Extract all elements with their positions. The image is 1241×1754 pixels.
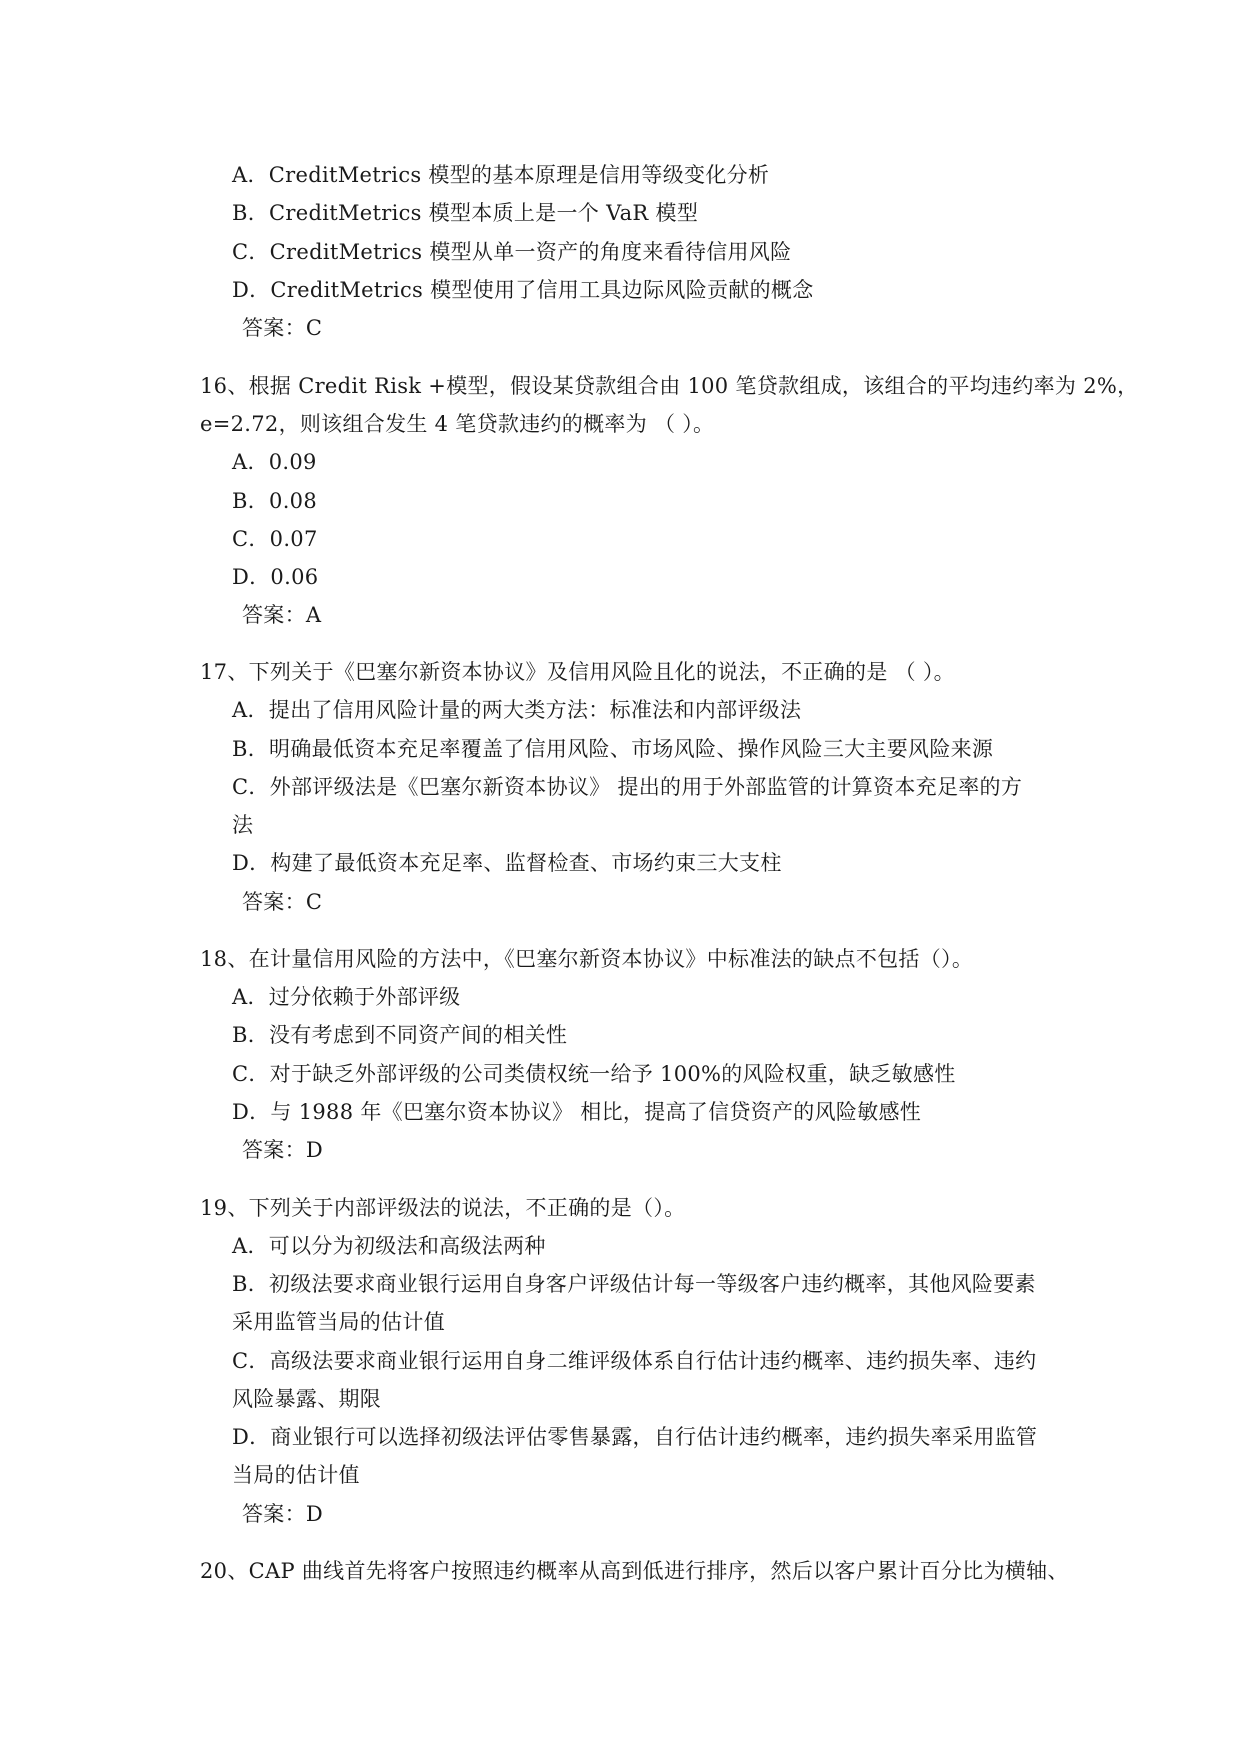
answer-line: 答案：C (242, 316, 323, 340)
question-stem: 20、CAP 曲线首先将客户按照违约概率从高到低进行排序，然后以客户累计百分比为横轴、 (200, 1559, 1069, 1583)
option-line: D．CreditMetrics 模型使用了信用工具边际风险贡献的概念 (232, 278, 814, 302)
option-line: B．初级法要求商业银行运用自身客户评级估计每一等级客户违约概率，其他风险要素 (232, 1272, 1036, 1296)
option-line: C．CreditMetrics 模型从单一资产的角度来看待信用风险 (232, 240, 792, 264)
option-line: C．0.07 (232, 527, 318, 551)
option-line: A．0.09 (232, 450, 317, 474)
option-line: A．提出了信用风险计量的两大类方法：标准法和内部评级法 (232, 698, 802, 722)
option-line: D．与 1988 年《巴塞尔资本协议》 相比，提高了信贷资产的风险敏感性 (232, 1100, 922, 1124)
answer-line: 答案：D (242, 1138, 324, 1162)
question-stem: 18、在计量信用风险的方法中，《巴塞尔新资本协议》中标准法的缺点不包括（）。 (200, 947, 974, 971)
option-line: C．对于缺乏外部评级的公司类债权统一给予 100%的风险权重，缺乏敏感性 (232, 1062, 956, 1086)
option-line: A．CreditMetrics 模型的基本原理是信用等级变化分析 (232, 163, 770, 187)
question-stem: 19、下列关于内部评级法的说法，不正确的是（）。 (200, 1196, 686, 1220)
option-line: A．过分依赖于外部评级 (232, 985, 461, 1009)
option-line: D．0.06 (232, 565, 319, 589)
option-continuation: 采用监管当局的估计值 (232, 1310, 445, 1334)
question-stem: 16、根据 Credit Risk +模型，假设某贷款组合由 100 笔贷款组成，该组合的平均违约率为 2%， (200, 374, 1139, 398)
option-line: C．外部评级法是《巴塞尔新资本协议》 提出的用于外部监管的计算资本充足率的方 (232, 775, 1023, 799)
option-line: D．构建了最低资本充足率、监督检查、市场约束三大支柱 (232, 851, 782, 875)
option-continuation: 当局的估计值 (232, 1463, 360, 1487)
option-line: B．0.08 (232, 489, 317, 513)
question-stem: e=2.72，则该组合发生 4 笔贷款违约的概率为 （ ）。 (200, 412, 715, 436)
option-line: A．可以分为初级法和高级法两种 (232, 1234, 546, 1258)
answer-line: 答案：A (242, 603, 322, 627)
option-line: C．高级法要求商业银行运用自身二维评级体系自行估计违约概率、违约损失率、违约 (232, 1349, 1037, 1373)
option-continuation: 风险暴露、期限 (232, 1387, 382, 1411)
option-line: B．没有考虑到不同资产间的相关性 (232, 1023, 568, 1047)
answer-line: 答案：D (242, 1502, 324, 1526)
option-line: D．商业银行可以选择初级法评估零售暴露，自行估计违约概率，违约损失率采用监管 (232, 1425, 1038, 1449)
option-line: B．明确最低资本充足率覆盖了信用风险、市场风险、操作风险三大主要风险来源 (232, 737, 994, 761)
answer-line: 答案：C (242, 890, 323, 914)
option-line: B．CreditMetrics 模型本质上是一个 VaR 模型 (232, 201, 699, 225)
option-continuation: 法 (232, 813, 254, 837)
question-stem: 17、下列关于《巴塞尔新资本协议》及信用风险且化的说法，不正确的是 （ ）。 (200, 660, 955, 684)
